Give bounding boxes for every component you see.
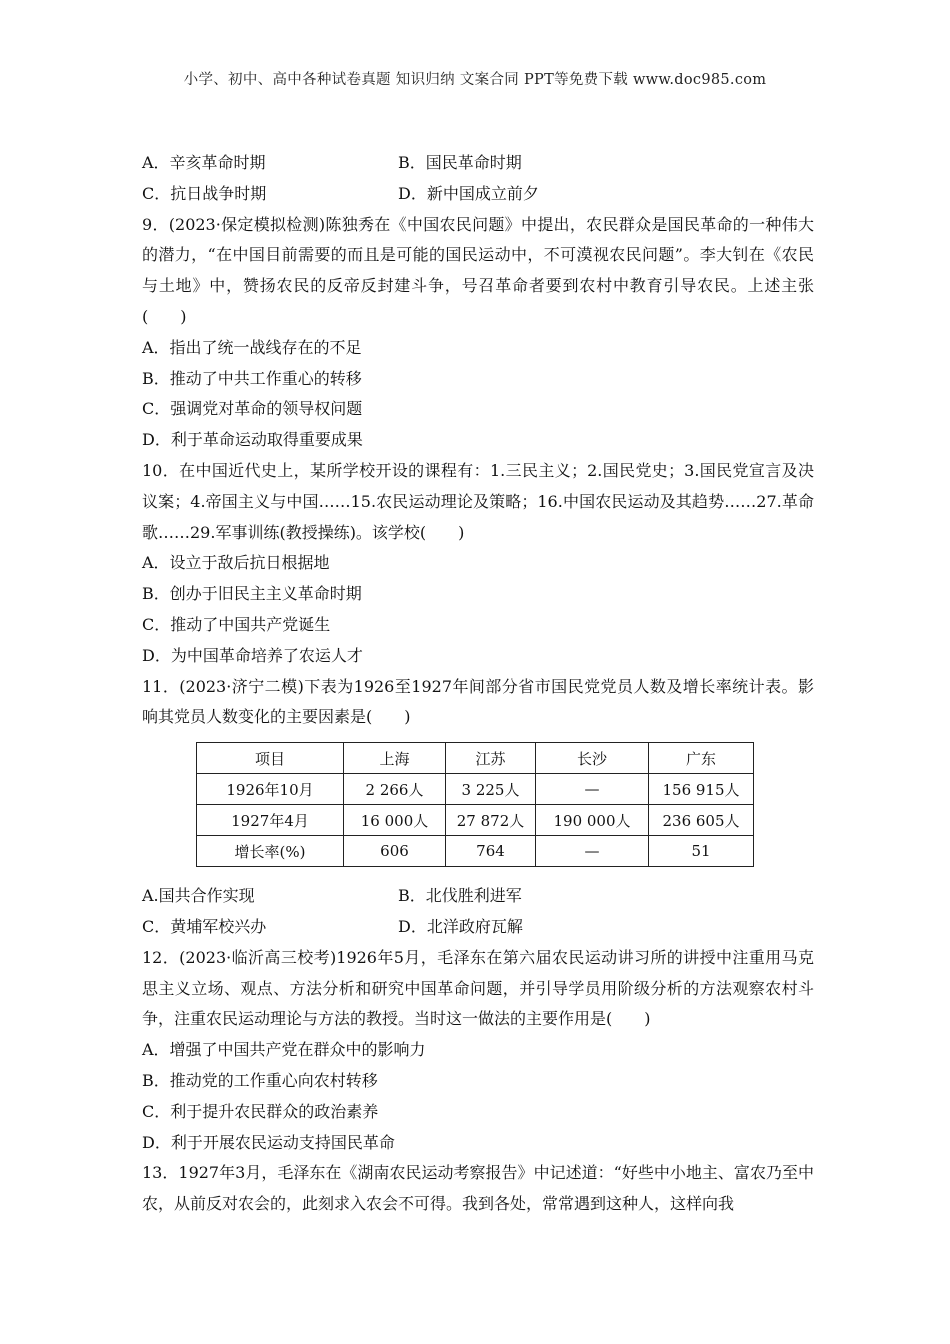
table-cell: 27 872人: [446, 805, 536, 836]
q9-option-d: D．利于革命运动取得重要成果: [142, 430, 363, 450]
q11-option-b: B．北伐胜利进军: [398, 886, 522, 906]
table-header-cell: 广东: [649, 743, 754, 774]
q9-stem: 9．(2023·保定模拟检测)陈独秀在《中国农民问题》中提出，农民群众是国民革命的一种伟大的潜力，“在中国目前需要的而且是可能的国民运动中，不可漠视农民问题”。李大钊在《农民与土地》中，赞扬农民的反帝反封建斗争，号召革命者要到农村中教育引导农民。上述主张( ): [142, 214, 814, 326]
q12-option-d: D．利于开展农民运动支持国民革命: [142, 1132, 395, 1152]
q9-option-c: C．强调党对革命的领导权问题: [142, 399, 363, 419]
table-cell: 190 000人: [536, 805, 649, 836]
q9-option-b: B．推动了中共工作重心的转移: [142, 368, 362, 388]
q10-option-c: C．推动了中国共产党诞生: [142, 614, 331, 634]
party-members-table: [196, 742, 754, 867]
table-header-row: [197, 743, 754, 774]
q11-options-row-1: [142, 881, 814, 912]
q11-option-d: D．北洋政府瓦解: [398, 916, 523, 936]
page-header: 小学、初中、高中各种试卷真题 知识归纳 文案合同 PPT等免费下载 www.doc985.com: [183, 72, 767, 88]
q12-stem: 12．(2023·临沂高三校考)1926年5月，毛泽东在第六届农民运动讲习所的讲授中注重用马克思主义立场、观点、方法分析和研究中国革命问题，并引导学员用阶级分析的方法观察农村斗争，注重农民运动理论与方法的教授。当时这一做法的主要作用是( ): [142, 947, 814, 1029]
table-cell: 增长率(%): [197, 836, 344, 867]
table-row: [197, 805, 754, 836]
table-cell: 51: [649, 836, 754, 867]
table-cell: —: [536, 836, 649, 867]
table-header-cell: 上海: [344, 743, 446, 774]
q10-option-a: A．设立于敌后抗日根据地: [142, 553, 330, 573]
question-content: [142, 148, 814, 1220]
table-cell: 606: [344, 836, 446, 867]
table-row: [197, 836, 754, 867]
table-cell: 1927年4月: [197, 805, 344, 836]
q8-option-d: D．新中国成立前夕: [398, 183, 539, 203]
q8-options-row-2: [142, 179, 814, 210]
table-cell: —: [536, 774, 649, 805]
q10-stem: 10．在中国近代史上，某所学校开设的课程有：1.三民主义；2.国民党史；3.国民党宣言及决议案；4.帝国主义与中国……15.农民运动理论及策略；16.中国农民运动及其趋势……27.革命歌……29.军事训练(教授操练)。该学校( ): [142, 460, 814, 542]
q12-option-c: C．利于提升农民群众的政治素养: [142, 1101, 379, 1121]
q8-option-a: A．辛亥革命时期: [142, 153, 266, 172]
table-cell: 764: [446, 836, 536, 867]
q10-option-b: B．创办于旧民主主义革命时期: [142, 584, 362, 604]
q11-option-c: C．黄埔军校兴办: [142, 916, 267, 936]
table-cell: 236 605人: [649, 805, 754, 836]
q12-option-a: A．增强了中国共产党在群众中的影响力: [142, 1040, 426, 1060]
table-header-cell: 长沙: [536, 743, 649, 774]
table-header-cell: 项目: [197, 743, 344, 774]
q10-option-d: D．为中国革命培养了农运人才: [142, 645, 363, 665]
table-cell: 156 915人: [649, 774, 754, 805]
table-row: [197, 774, 754, 805]
table-cell: 1926年10月: [197, 774, 344, 805]
q11-option-a: A.国共合作实现: [142, 886, 255, 906]
table-cell: 2 266人: [344, 774, 446, 805]
q8-options-row-1: [142, 148, 814, 179]
q11-table-wrapper: [142, 733, 814, 881]
q9-option-a: A．指出了统一战线存在的不足: [142, 337, 362, 357]
table-cell: 3 225人: [446, 774, 536, 805]
q11-stem: 11．(2023·济宁二模)下表为1926至1927年间部分省市国民党党员人数及增长率统计表。影响其党员人数变化的主要因素是( ): [142, 676, 814, 727]
q13-stem: 13．1927年3月，毛泽东在《湖南农民运动考察报告》中记述道：“好些中小地主、富农乃至中农，从前反对农会的，此刻求入农会不可得。我到各处，常常遇到这种人，这样向我: [142, 1163, 814, 1214]
q11-options-row-2: [142, 912, 814, 943]
q12-option-b: B．推动党的工作重心向农村转移: [142, 1070, 378, 1090]
table-cell: 16 000人: [344, 805, 446, 836]
q8-option-b: B．国民革命时期: [398, 153, 522, 172]
table-header-cell: 江苏: [446, 743, 536, 774]
q8-option-c: C．抗日战争时期: [142, 183, 267, 203]
